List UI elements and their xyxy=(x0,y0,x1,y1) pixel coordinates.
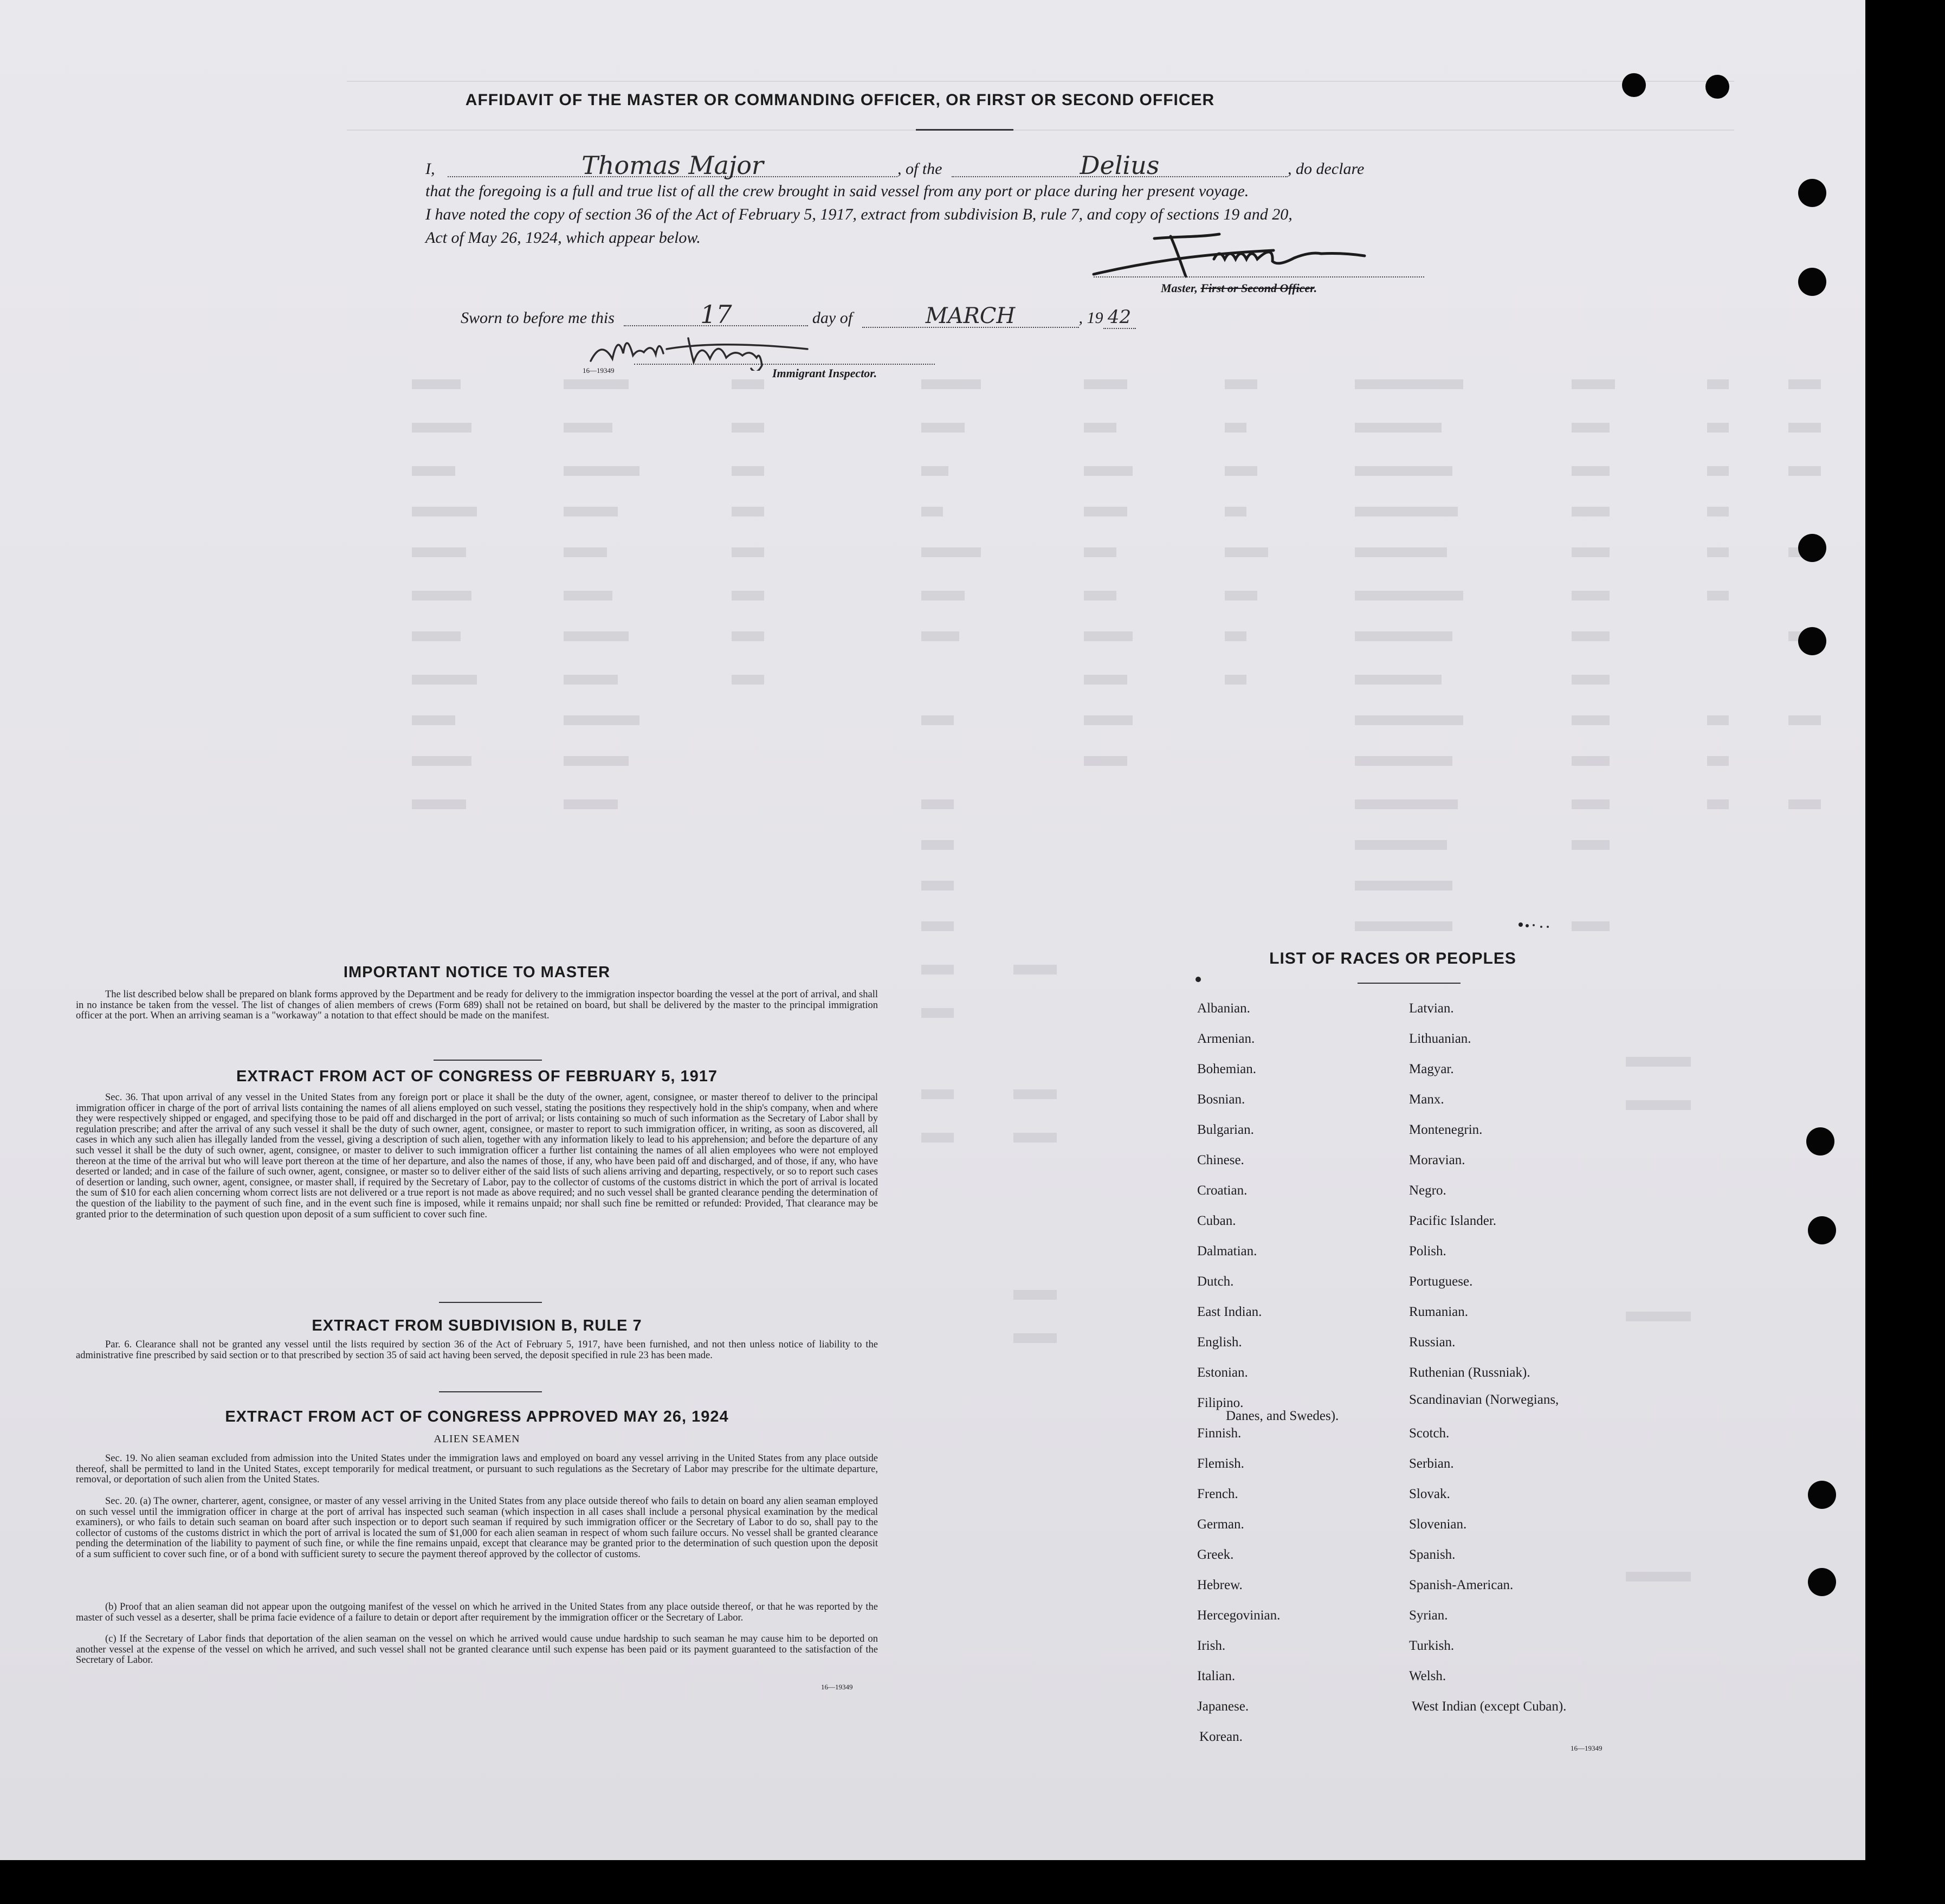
race-item: Rumanian. xyxy=(1409,1305,1469,1319)
race-item: Chinese. xyxy=(1197,1153,1244,1167)
race-item: Dalmatian. xyxy=(1197,1244,1257,1258)
race-item: Portuguese. xyxy=(1409,1274,1473,1289)
extract-1924-sec19: Sec. 19. No alien seaman excluded from admission into the United States under the immigration laws and employed on board any vessel arriving in the United States from any place outside thereof, shall be permitted to land in the United States, except temporarily for medical treatment, or pursuant to such regulations as the Secretary of Labor may prescribe for the ultimate departure, removal, or deportation of such alien from the United States. xyxy=(76,1453,878,1486)
race-item: Russian. xyxy=(1409,1335,1456,1350)
race-item: Danes, and Swedes). xyxy=(1226,1409,1339,1423)
extract-1917-title: EXTRACT FROM ACT OF CONGRESS OF FEBRUARY 5, 1917 xyxy=(236,1068,718,1085)
of-the-label: , of the xyxy=(897,160,942,178)
punch-hole xyxy=(1798,627,1826,655)
master-caption-prefix: Master, xyxy=(1161,281,1198,295)
race-item: West Indian (except Cuban). xyxy=(1412,1699,1567,1714)
title-divider xyxy=(916,129,1013,131)
race-item: English. xyxy=(1197,1335,1242,1350)
race-item: Turkish. xyxy=(1409,1638,1455,1653)
master-signature xyxy=(1089,227,1425,280)
race-item: Polish. xyxy=(1409,1244,1446,1258)
race-item: Cuban. xyxy=(1197,1214,1236,1228)
punch-hole xyxy=(1705,75,1729,99)
race-item: Syrian. xyxy=(1409,1608,1448,1623)
punch-hole xyxy=(1798,268,1826,296)
race-item: Albanian. xyxy=(1197,1001,1250,1016)
race-item: French. xyxy=(1197,1487,1238,1501)
sworn-month-field: MARCH xyxy=(862,305,1079,328)
race-item: Pacific Islander. xyxy=(1409,1214,1497,1228)
race-item: Korean. xyxy=(1199,1729,1243,1744)
race-item: Magyar. xyxy=(1409,1062,1454,1076)
year-prefix: , 19 xyxy=(1078,309,1103,327)
i-label: I, xyxy=(425,160,435,178)
races-divider xyxy=(1358,983,1461,984)
punch-hole xyxy=(1808,1568,1836,1596)
race-item: Lithuanian. xyxy=(1409,1031,1471,1046)
master-caption xyxy=(1161,281,1317,295)
extract-1924-title: EXTRACT FROM ACT OF CONGRESS APPROVED MAY 26, 1924 xyxy=(225,1408,729,1425)
race-item: Filipino. xyxy=(1197,1396,1244,1410)
punch-hole xyxy=(1798,534,1826,562)
extract-1917-divider xyxy=(439,1302,542,1303)
form-number-affidavit: 16—19349 xyxy=(583,366,615,375)
race-item: Bulgarian. xyxy=(1197,1122,1254,1137)
race-item: Greek. xyxy=(1197,1547,1234,1562)
extract-rule7-title: EXTRACT FROM SUBDIVISION B, RULE 7 xyxy=(312,1317,642,1334)
form-number-extract: 16—19349 xyxy=(821,1683,853,1691)
struck-officer-caption: First or Second Officer xyxy=(1200,281,1314,295)
declaration-line-2: that the foregoing is a full and true list of all the crew brought in said vessel from any port or place during her present voyage. xyxy=(425,182,1249,200)
extract-1924-sec20a: Sec. 20. (a) The owner, charterer, agent, consignee, or master of any vessel arriving in the United States from any place outside thereof who fails to detain on board any alien seaman employed on such vessel until the immigration officer in charge at the port of arrival has inspected such seaman (which inspection in all cases shall include a personal physical examination by the medical examiners), or who fails to detain such seaman on board after such inspection or to deport such seaman if required by such immigration officer or the Secretary of Labor to do so, shall pay to the collector of customs of the customs district in which the port of arrival is located the sum of $1,000 for each alien seaman in respect of whom such failure occurs. No vessel shall be granted clearance pending the determination of the liability to payment of such fine, or while the fine remains unpaid, except that clearance may be granted prior to the determination of such question upon the deposit of a sum sufficient to cover such fine, or of a bond with sufficient surety to secure the payment thereof approved by the collector of customs. xyxy=(76,1496,878,1560)
notice-title: IMPORTANT NOTICE TO MASTER xyxy=(343,964,611,981)
race-item: Flemish. xyxy=(1197,1456,1244,1471)
race-item: Estonian. xyxy=(1197,1365,1248,1380)
sworn-line xyxy=(461,300,1219,330)
declaration-line-1 xyxy=(425,151,1444,180)
inspector-signature-line xyxy=(634,364,935,365)
race-item: Finnish. xyxy=(1197,1426,1242,1441)
race-item: Japanese. xyxy=(1197,1699,1249,1714)
race-item: Manx. xyxy=(1409,1092,1444,1107)
race-item: Ruthenian (Russniak). xyxy=(1409,1365,1530,1380)
extract-rule7-text: Par. 6. Clearance shall not be granted any vessel until the lists required by section 36 of the Act of February 5, 1917, have been furnished, and not then unless notice of liability to the administrative fine prescribed by said section or to that prescribed by section 35 of said act having been served, the deposit specified in rule 23 has been made. xyxy=(76,1339,878,1361)
race-item: Croatian. xyxy=(1197,1183,1248,1198)
day-of-label: day of xyxy=(812,309,853,327)
punch-hole xyxy=(1798,179,1826,207)
ink-speck xyxy=(1195,976,1201,983)
form-number-races: 16—19349 xyxy=(1571,1744,1602,1752)
punch-hole xyxy=(1806,1127,1834,1156)
master-signature-line xyxy=(1094,276,1424,277)
extract-1924-sec20c: (c) If the Secretary of Labor finds that deportation of the alien seaman on the vessel on which he arrived would cause undue hardship to such seaman he may cause him to be deported on another vessel at the expense of the vessel on which he arrived, and such vessel shall not be granted clearance until such expense has been paid or its payment guaranteed to the satisfaction of the Secretary of Labor. xyxy=(76,1634,878,1666)
race-item: Bohemian. xyxy=(1197,1062,1257,1076)
extract-rule7-divider xyxy=(439,1391,542,1392)
race-item: Italian. xyxy=(1197,1669,1236,1683)
notice-text: The list described below shall be prepared on blank forms approved by the Department and be ready for delivery to the immigration inspector boarding the vessel at the port of arrival, and shall in no instance be taken from the vessel. The list of changes of alien members of crews (Form 689) shall not be retained on board, but shall be delivered by the master to the principal immigration officer at the port. When an arriving seaman is a "workaway" a notation to that effect should be made on the manifest. xyxy=(76,989,878,1022)
races-title: LIST OF RACES OR PEOPLES xyxy=(1269,950,1516,967)
race-item: Slovenian. xyxy=(1409,1517,1467,1532)
race-item: Moravian. xyxy=(1409,1153,1465,1167)
sworn-label: Sworn to before me this xyxy=(461,309,615,327)
race-item: Hebrew. xyxy=(1197,1578,1243,1592)
race-item: Bosnian. xyxy=(1197,1092,1245,1107)
notice-divider xyxy=(434,1060,542,1061)
race-item: Welsh. xyxy=(1409,1669,1446,1683)
race-item: Scotch. xyxy=(1409,1426,1450,1441)
race-item: Irish. xyxy=(1197,1638,1226,1653)
punch-hole xyxy=(1808,1216,1836,1244)
race-item: Serbian. xyxy=(1409,1456,1454,1471)
extract-1917-text: Sec. 36. That upon arrival of any vessel in the United States from any foreign port or place it shall be the duty of the owner, agent, consignee, or master thereof to deliver to the principal immigration officer in charge of the port of arrival lists containing the names of all aliens employed on such vessel, stating the positions they respectively hold in the ship's company, when and where they were respectively shipped or engaged, and specifying those to be paid off and discharged in the port of arrival; or lists containing so much of such information as the Secretary of Labor shall by regulation prescribe; and after the arrival of any such vessel it shall be the duty of such owner, agent, consignee, or master to report to such immigration officer, in writing, as soon as discovered, all cases in which any such alien has illegally landed from the vessel, giving a description of such alien, together with any information likely to lead to his apprehension; and before the departure of any such vessel it shall be the duty of such owner, agent, consignee, or master to deliver to such immigration officer a further list containing the names of all alien employees who were not employed thereon at the time of the arrival but who will leave port thereon at the time of her departure, and also the names of those, if any, who have been paid off and discharged, and of those, if any, who have deserted or landed; and in case of the failure of such owner, agent, consignee, or master so to deliver either of the said lists of such aliens arriving and departing, respectively, or so to report such cases of desertion or landing, such owner, agent, consignee, or master shall, if required by the Secretary of Labor, pay to the collector of customs of the customs district in which the port of arrival is located the sum of $10 for each alien concerning whom correct lists are not delivered or a true report is not made as above required; and no such vessel shall be granted clearance pending the determination of the question of the liability to the payment of such fine, and in the event such fine is imposed, while it remains unpaid; nor shall such fine be remitted or refunded: Provided, That clearance may be granted prior to the determination of such question upon deposit of a sum sufficient to cover such fine. xyxy=(76,1092,878,1220)
race-item: German. xyxy=(1197,1517,1244,1532)
ink-speck xyxy=(1517,921,1550,929)
race-item: Spanish. xyxy=(1409,1547,1456,1562)
race-item: Latvian. xyxy=(1409,1001,1454,1016)
extract-1924-subtitle: ALIEN SEAMEN xyxy=(434,1433,520,1445)
extract-1924-sec20b: (b) Proof that an alien seaman did not appear upon the outgoing manifest of the vessel on which he arrived in the United States from any place outside thereof, or that he was reported by the master of such vessel as a deserter, shall be prima facie evidence of a failure to detain or deport after requirement by the immigration officer or the Secretary of Labor. xyxy=(76,1602,878,1623)
race-item: Armenian. xyxy=(1197,1031,1255,1046)
punch-hole xyxy=(1808,1481,1836,1509)
do-declare-label: , do declare xyxy=(1288,160,1365,178)
master-name-field: Thomas Major xyxy=(448,154,897,177)
race-item: Spanish-American. xyxy=(1409,1578,1514,1592)
declaration-line-4: Act of May 26, 1924, which appear below. xyxy=(425,229,701,247)
race-item: Slovak. xyxy=(1409,1487,1450,1501)
declaration-line-3: I have noted the copy of section 36 of the Act of February 5, 1917, extract from subdivision B, rule 7, and copy of sections 19 and 20, xyxy=(425,205,1293,223)
inspector-caption: Immigrant Inspector. xyxy=(772,366,877,380)
race-item: Hercegovinian. xyxy=(1197,1608,1281,1623)
race-item: Scandinavian (Norwegians, xyxy=(1409,1392,1559,1407)
race-item: Montenegrin. xyxy=(1409,1122,1483,1137)
race-item: Negro. xyxy=(1409,1183,1446,1198)
vessel-name-field: Delius xyxy=(952,154,1288,177)
year-suffix-field: 42 xyxy=(1103,306,1136,329)
race-item: East Indian. xyxy=(1197,1305,1262,1319)
punch-hole xyxy=(1622,73,1646,97)
race-item: Dutch. xyxy=(1197,1274,1234,1289)
affidavit-title: AFFIDAVIT OF THE MASTER OR COMMANDING OFFICER, OR FIRST OR SECOND OFFICER xyxy=(465,91,1215,109)
master-caption-suffix: . xyxy=(1314,281,1317,295)
sworn-day-field: 17 xyxy=(624,304,808,326)
